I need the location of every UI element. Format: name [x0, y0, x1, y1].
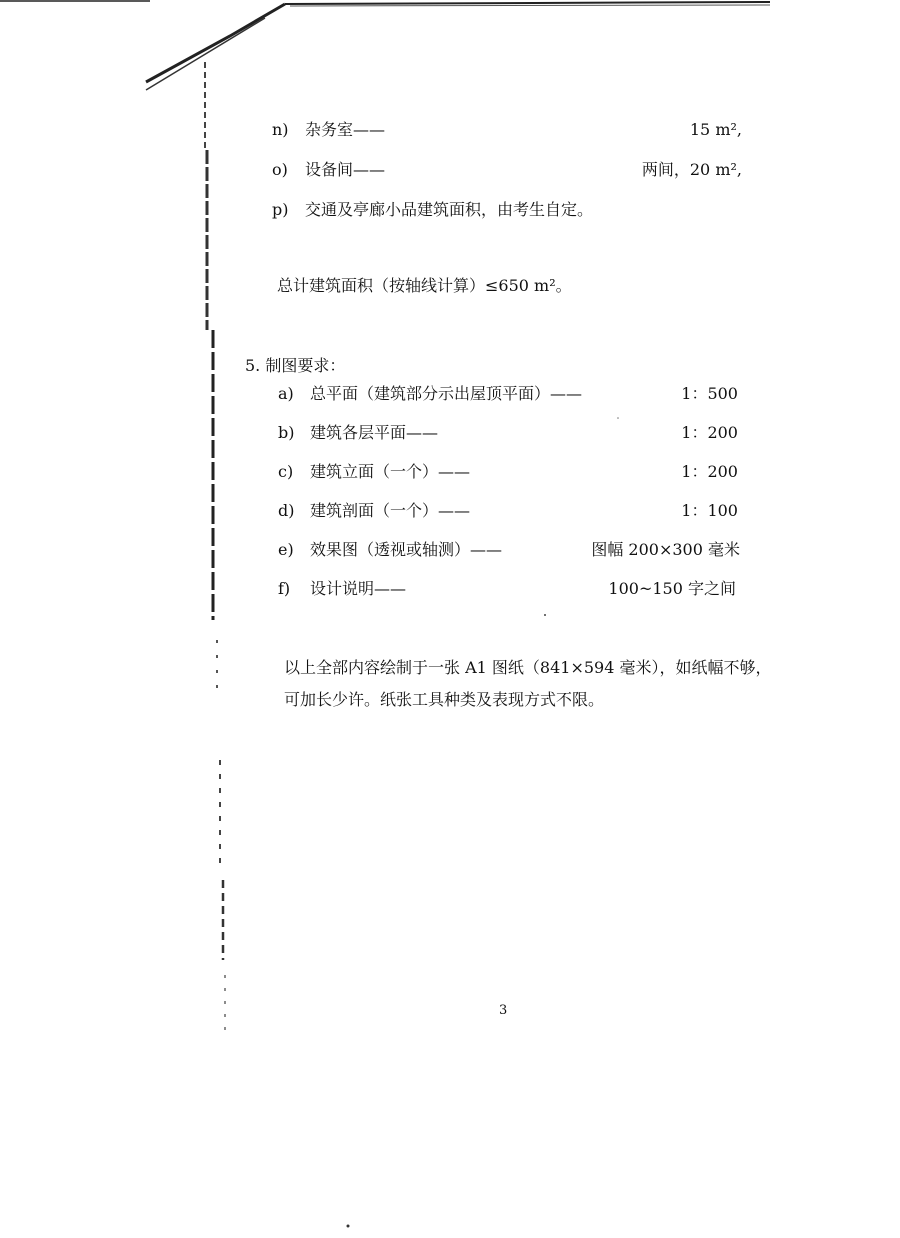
item-label: 杂务室——	[305, 120, 386, 139]
item-label: 设计说明——	[310, 579, 407, 598]
item-label: 效果图（透视或轴测）——	[310, 540, 503, 559]
item-marker: o)	[272, 160, 288, 179]
page-number: 3	[499, 1003, 508, 1018]
item-marker: d)	[278, 501, 295, 520]
section-heading: 5. 制图要求：	[245, 356, 346, 375]
item-value: 1：100	[681, 501, 738, 520]
item-value: 100~150 字之间	[608, 579, 736, 598]
item-value: 1：200	[681, 462, 738, 481]
closing-note-line-1: 以上全部内容绘制于一张 A1 图纸（841×594 毫米），如纸幅不够，	[284, 658, 772, 677]
item-label: 建筑剖面（一个）——	[310, 501, 471, 520]
item-marker: a)	[278, 384, 294, 403]
item-label: 设备间——	[305, 160, 386, 179]
item-marker: b)	[278, 423, 295, 442]
closing-note-line-2: 可加长少许。纸张工具种类及表现方式不限。	[284, 690, 605, 709]
item-marker: f)	[278, 579, 291, 598]
item-value: 15 m²,	[689, 120, 742, 139]
item-marker: n)	[272, 120, 289, 139]
item-value: 图幅 200×300 毫米	[591, 540, 740, 559]
item-value: 两间，20 m²,	[641, 160, 742, 179]
item-label: 交通及亭廊小品建筑面积，由考生自定。	[305, 200, 594, 219]
item-marker: e)	[278, 540, 294, 559]
item-label: 建筑各层平面——	[310, 423, 439, 442]
item-label: 建筑立面（一个）——	[310, 462, 471, 481]
item-marker: c)	[278, 462, 294, 481]
item-value: 1：500	[681, 384, 738, 403]
item-value: 1：200	[681, 423, 738, 442]
closing-note	[284, 652, 771, 716]
item-marker: p)	[272, 200, 289, 219]
item-label: 总平面（建筑部分示出屋顶平面）——	[310, 384, 583, 403]
total-area-line: 总计建筑面积（按轴线计算）≤650 m²。	[277, 276, 572, 295]
